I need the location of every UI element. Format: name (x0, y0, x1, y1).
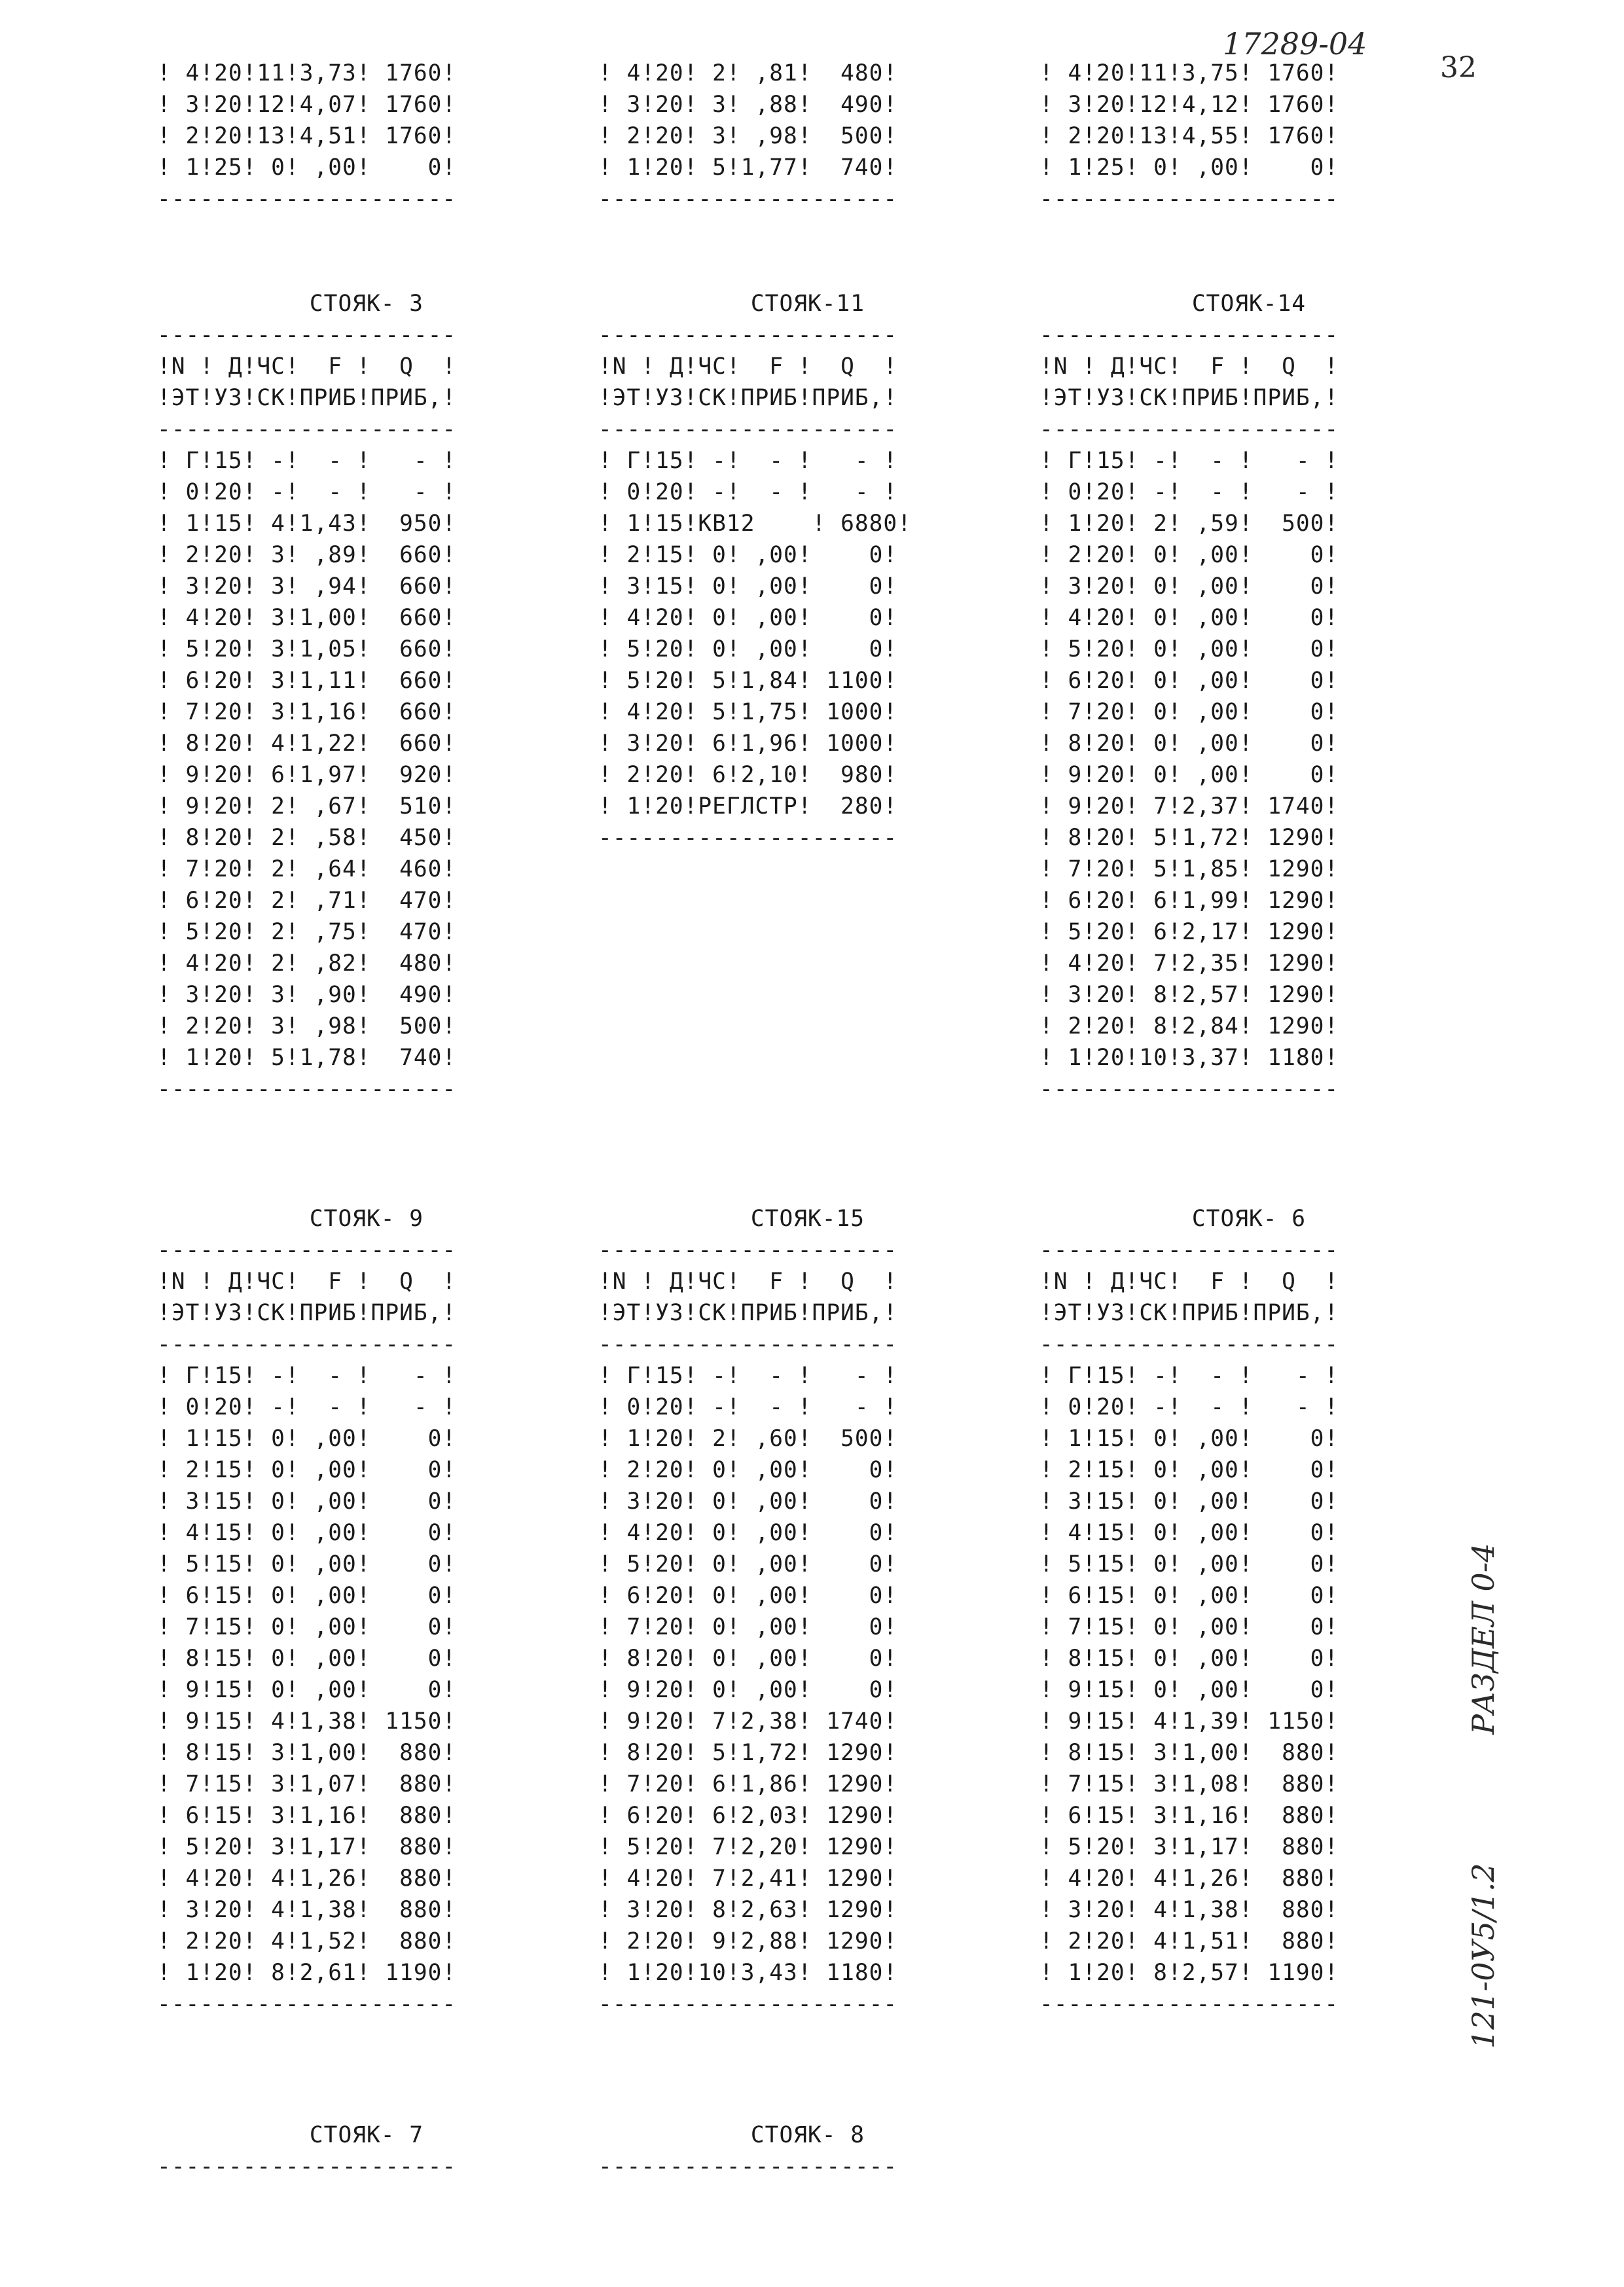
table-line: ! 5!20! 0! ,00! 0! (1039, 636, 1339, 662)
table-line: --------------------- (598, 1237, 898, 1263)
table-stoyak-8 (598, 2151, 897, 2182)
table-line: ! 2!20! 9!2,88! 1290! (598, 1928, 898, 1954)
table-line: ! 9!15! 0! ,00! 0! (1039, 1677, 1339, 1703)
table-line: ! 3!20! 0! ,00! 0! (1039, 573, 1339, 600)
table-line: --------------------- (598, 825, 898, 851)
table-line: ! Г!15! -! - ! - ! (157, 448, 457, 474)
table-stoyak-6 (1039, 1234, 1339, 2020)
table-line: ! 7!20! 5!1,85! 1290! (1039, 856, 1339, 882)
table-line: ! 3!20! 3! ,94! 660! (157, 573, 457, 600)
table-line: ! 4!20! 3!1,00! 660! (157, 605, 457, 631)
table-line: ! 7!20! 2! ,64! 460! (157, 856, 457, 882)
table-stoyak-15 (598, 1234, 897, 2020)
table-line: --------------------- (598, 1991, 898, 2017)
table-line: ! 1!25! 0! ,00! 0! (1039, 154, 1339, 181)
top-fragment-col3 (1039, 58, 1339, 215)
table-line: ! Г!15! -! - ! - ! (598, 1363, 898, 1389)
table-line: ! 7!15! 3!1,07! 880! (157, 1771, 457, 1797)
table-line: ! 1!20!РЕГЛСТР! 280! (598, 793, 898, 819)
table-line: ! 7!15! 3!1,08! 880! (1039, 1771, 1339, 1797)
table-line: ! 5!20! 0! ,00! 0! (598, 636, 898, 662)
table-line: ! Г!15! -! - ! - ! (157, 1363, 457, 1389)
table-line: --------------------- (598, 2153, 898, 2180)
table-line: ! 3!20!12!4,07! 1760! (157, 92, 457, 118)
table-line: !ЭТ!УЗ!СК!ПРИБ!ПРИБ,! (1039, 385, 1339, 411)
table-line: !N ! Д!ЧС! F ! Q ! (1039, 353, 1339, 380)
table-line: ! 4!20! 4!1,26! 880! (157, 1865, 457, 1892)
table-line: ! 1!20! 2! ,60! 500! (598, 1426, 898, 1452)
table-line: --------------------- (1039, 1331, 1339, 1358)
table-line: ! 6!20! 2! ,71! 470! (157, 888, 457, 914)
table-title-stoyak-8: СТОЯК- 8 (750, 2122, 865, 2148)
margin-annotation (1437, 1460, 1501, 2049)
table-line: ! 8!20! 4!1,22! 660! (157, 730, 457, 757)
table-line: ! 6!20! 6!1,99! 1290! (1039, 888, 1339, 914)
table-line: ! 2!20! 3! ,98! 500! (157, 1013, 457, 1039)
table-title-stoyak-11: СТОЯК-11 (750, 291, 865, 317)
table-line: ! 6!15! 3!1,16! 880! (157, 1803, 457, 1829)
table-line: ! 1!20! 8!2,61! 1190! (157, 1960, 457, 1986)
table-line: ! 7!20! 0! ,00! 0! (1039, 699, 1339, 725)
table-line: --------------------- (157, 186, 457, 212)
table-line: ! 1!20! 8!2,57! 1190! (1039, 1960, 1339, 1986)
table-line: ! 4!20! 2! ,82! 480! (157, 950, 457, 977)
table-line: ! 2!20! 6!2,10! 980! (598, 762, 898, 788)
table-line: ! 6!15! 3!1,16! 880! (1039, 1803, 1339, 1829)
table-line: ! 5!15! 0! ,00! 0! (157, 1551, 457, 1577)
table-line: ! 0!20! -! - ! - ! (598, 1394, 898, 1420)
table-title-stoyak-3: СТОЯК- 3 (309, 291, 424, 317)
table-line: ! 6!15! 0! ,00! 0! (157, 1583, 457, 1609)
table-line: ! Г!15! -! - ! - ! (1039, 448, 1339, 474)
table-line: --------------------- (157, 1331, 457, 1358)
table-line: ! 1!20! 5!1,77! 740! (598, 154, 898, 181)
table-line: ! 4!20! 0! ,00! 0! (598, 1520, 898, 1546)
margin-document-code: 121-0У5/1.2 (1466, 1863, 1501, 2049)
table-line: ! 0!20! -! - ! - ! (598, 479, 898, 505)
top-fragment-col1 (157, 58, 456, 215)
table-title-stoyak-6: СТОЯК- 6 (1191, 1206, 1307, 1232)
table-line: ! 4!20! 5!1,75! 1000! (598, 699, 898, 725)
table-line: ! 7!20! 0! ,00! 0! (598, 1614, 898, 1640)
table-stoyak-14 (1039, 319, 1339, 1105)
table-line: ! 1!20!10!3,37! 1180! (1039, 1045, 1339, 1071)
table-line: ! 4!20! 0! ,00! 0! (598, 605, 898, 631)
table-line: ! 1!15! 0! ,00! 0! (157, 1426, 457, 1452)
table-line: ! 3!15! 0! ,00! 0! (598, 573, 898, 600)
table-line: ! 3!20! 3! ,90! 490! (157, 982, 457, 1008)
table-line: ! 3!15! 0! ,00! 0! (1039, 1488, 1339, 1515)
table-line: --------------------- (1039, 1991, 1339, 2017)
table-line: !N ! Д!ЧС! F ! Q ! (598, 353, 898, 380)
table-line: ! 9!20! 0! ,00! 0! (598, 1677, 898, 1703)
table-line: ! 6!15! 0! ,00! 0! (1039, 1583, 1339, 1609)
table-line: !N ! Д!ЧС! F ! Q ! (598, 1269, 898, 1295)
table-line: ! 8!15! 3!1,00! 880! (157, 1740, 457, 1766)
table-line: ! 9!20! 7!2,37! 1740! (1039, 793, 1339, 819)
table-line: --------------------- (157, 1991, 457, 2017)
table-line: ! 2!15! 0! ,00! 0! (598, 542, 898, 568)
table-line: ! 2!20!13!4,51! 1760! (157, 123, 457, 149)
table-line: ! 7!20! 6!1,86! 1290! (598, 1771, 898, 1797)
table-stoyak-9 (157, 1234, 456, 2020)
table-line: ! 4!20! 4!1,26! 880! (1039, 1865, 1339, 1892)
table-line: ! 3!20! 6!1,96! 1000! (598, 730, 898, 757)
table-line: ! 7!15! 0! ,00! 0! (1039, 1614, 1339, 1640)
table-line: !ЭТ!УЗ!СК!ПРИБ!ПРИБ,! (598, 385, 898, 411)
table-line: --------------------- (1039, 1237, 1339, 1263)
table-line: ! 2!20! 0! ,00! 0! (598, 1457, 898, 1483)
table-line: ! 2!15! 0! ,00! 0! (1039, 1457, 1339, 1483)
page-number: 32 (1440, 51, 1477, 84)
table-line: ! 2!20! 3! ,98! 500! (598, 123, 898, 149)
table-line: ! 9!20! 0! ,00! 0! (1039, 762, 1339, 788)
table-line: ! 2!20! 4!1,51! 880! (1039, 1928, 1339, 1954)
table-line: ! 5!20! 3!1,17! 880! (1039, 1834, 1339, 1860)
table-line: !N ! Д!ЧС! F ! Q ! (157, 353, 457, 380)
table-line: ! 2!20! 4!1,52! 880! (157, 1928, 457, 1954)
table-line: ! Г!15! -! - ! - ! (598, 448, 898, 474)
table-line: !N ! Д!ЧС! F ! Q ! (1039, 1269, 1339, 1295)
table-line: ! 5!20! 3!1,17! 880! (157, 1834, 457, 1860)
table-title-stoyak-7: СТОЯК- 7 (309, 2122, 424, 2148)
table-line: ! 5!20! 2! ,75! 470! (157, 919, 457, 945)
table-line: ! 9!20! 7!2,38! 1740! (598, 1708, 898, 1735)
table-line: ! 8!20! 0! ,00! 0! (598, 1646, 898, 1672)
table-line: ! 8!15! 0! ,00! 0! (157, 1646, 457, 1672)
table-line: ! 4!20!11!3,75! 1760! (1039, 60, 1339, 86)
table-line: ! 1!15!КВ12 ! 6880! (598, 511, 912, 537)
table-line: --------------------- (1039, 1076, 1339, 1102)
table-line: ! 8!20! 5!1,72! 1290! (1039, 825, 1339, 851)
table-line: !ЭТ!УЗ!СК!ПРИБ!ПРИБ,! (1039, 1300, 1339, 1326)
table-line: ! 5!15! 0! ,00! 0! (1039, 1551, 1339, 1577)
table-line: ! 1!20!10!3,43! 1180! (598, 1960, 898, 1986)
table-line: ! Г!15! -! - ! - ! (1039, 1363, 1339, 1389)
table-line: ! 3!20! 4!1,38! 880! (1039, 1897, 1339, 1923)
table-line: ! 8!20! 5!1,72! 1290! (598, 1740, 898, 1766)
table-title-stoyak-9: СТОЯК- 9 (309, 1206, 424, 1232)
table-line: ! 8!15! 0! ,00! 0! (1039, 1646, 1339, 1672)
table-line: ! 4!20!11!3,73! 1760! (157, 60, 457, 86)
table-line: ! 4!15! 0! ,00! 0! (1039, 1520, 1339, 1546)
table-line: !ЭТ!УЗ!СК!ПРИБ!ПРИБ,! (157, 1300, 457, 1326)
table-line: ! 5!20! 3!1,05! 660! (157, 636, 457, 662)
table-line: ! 1!15! 4!1,43! 950! (157, 511, 457, 537)
table-stoyak-3 (157, 319, 456, 1105)
table-line: ! 9!15! 4!1,38! 1150! (157, 1708, 457, 1735)
table-line: ! 3!20! 3! ,88! 490! (598, 92, 898, 118)
table-line: --------------------- (157, 322, 457, 348)
table-line: !ЭТ!УЗ!СК!ПРИБ!ПРИБ,! (598, 1300, 898, 1326)
table-line: ! 2!20! 0! ,00! 0! (1039, 542, 1339, 568)
table-line: ! 7!20! 3!1,16! 660! (157, 699, 457, 725)
table-line: ! 8!20! 2! ,58! 450! (157, 825, 457, 851)
table-line: ! 4!20! 7!2,35! 1290! (1039, 950, 1339, 977)
table-line: --------------------- (1039, 322, 1339, 348)
table-title-stoyak-14: СТОЯК-14 (1191, 291, 1307, 317)
table-line: ! 3!20! 8!2,63! 1290! (598, 1897, 898, 1923)
table-line: ! 3!20! 0! ,00! 0! (598, 1488, 898, 1515)
table-line: ! 9!20! 2! ,67! 510! (157, 793, 457, 819)
table-line: ! 6!20! 3!1,11! 660! (157, 668, 457, 694)
table-line: --------------------- (598, 1331, 898, 1358)
table-line: ! 6!20! 0! ,00! 0! (598, 1583, 898, 1609)
table-line: ! 4!15! 0! ,00! 0! (157, 1520, 457, 1546)
table-line: ! 4!20! 7!2,41! 1290! (598, 1865, 898, 1892)
table-line: ! 3!20!12!4,12! 1760! (1039, 92, 1339, 118)
table-line: ! 5!20! 5!1,84! 1100! (598, 668, 898, 694)
table-line: --------------------- (157, 416, 457, 442)
table-line: ! 2!20!13!4,55! 1760! (1039, 123, 1339, 149)
table-line: !ЭТ!УЗ!СК!ПРИБ!ПРИБ,! (157, 385, 457, 411)
table-line: ! 1!20! 2! ,59! 500! (1039, 511, 1339, 537)
margin-section-label: РАЗДЕЛ 0-4 (1466, 1543, 1501, 1735)
table-line: --------------------- (157, 1237, 457, 1263)
table-line: ! 9!15! 0! ,00! 0! (157, 1677, 457, 1703)
table-line: ! 2!20! 3! ,89! 660! (157, 542, 457, 568)
table-line: ! 4!20! 0! ,00! 0! (1039, 605, 1339, 631)
top-fragment-col2 (598, 58, 897, 215)
table-line: ! 5!20! 6!2,17! 1290! (1039, 919, 1339, 945)
table-line: --------------------- (1039, 416, 1339, 442)
table-line: ! 8!15! 3!1,00! 880! (1039, 1740, 1339, 1766)
table-stoyak-11 (598, 319, 912, 854)
table-line: ! 0!20! -! - ! - ! (1039, 479, 1339, 505)
table-line: --------------------- (598, 186, 898, 212)
table-line: --------------------- (1039, 186, 1339, 212)
table-line: --------------------- (157, 1076, 457, 1102)
table-line: ! 5!20! 0! ,00! 0! (598, 1551, 898, 1577)
table-line: ! 9!20! 6!1,97! 920! (157, 762, 457, 788)
table-line: --------------------- (598, 322, 898, 348)
table-line: ! 3!20! 4!1,38! 880! (157, 1897, 457, 1923)
table-line: ! 0!20! -! - ! - ! (157, 1394, 457, 1420)
table-line: ! 6!20! 6!2,03! 1290! (598, 1803, 898, 1829)
table-line: ! 3!20! 8!2,57! 1290! (1039, 982, 1339, 1008)
table-line: ! 2!15! 0! ,00! 0! (157, 1457, 457, 1483)
document-number: 17289-04 (1223, 26, 1367, 62)
table-line: ! 0!20! -! - ! - ! (157, 479, 457, 505)
table-line: ! 1!25! 0! ,00! 0! (157, 154, 457, 181)
table-stoyak-7 (157, 2151, 456, 2182)
table-line: ! 7!15! 0! ,00! 0! (157, 1614, 457, 1640)
table-line: ! 1!15! 0! ,00! 0! (1039, 1426, 1339, 1452)
table-line: ! 9!15! 4!1,39! 1150! (1039, 1708, 1339, 1735)
table-line: ! 0!20! -! - ! - ! (1039, 1394, 1339, 1420)
table-line: ! 5!20! 7!2,20! 1290! (598, 1834, 898, 1860)
table-line: --------------------- (598, 416, 898, 442)
table-line: ! 1!20! 5!1,78! 740! (157, 1045, 457, 1071)
table-line: ! 6!20! 0! ,00! 0! (1039, 668, 1339, 694)
table-title-stoyak-15: СТОЯК-15 (750, 1206, 865, 1232)
table-line: !N ! Д!ЧС! F ! Q ! (157, 1269, 457, 1295)
table-line: ! 4!20! 2! ,81! 480! (598, 60, 898, 86)
table-line: ! 2!20! 8!2,84! 1290! (1039, 1013, 1339, 1039)
table-line: ! 8!20! 0! ,00! 0! (1039, 730, 1339, 757)
table-line: ! 3!15! 0! ,00! 0! (157, 1488, 457, 1515)
table-line: --------------------- (157, 2153, 457, 2180)
